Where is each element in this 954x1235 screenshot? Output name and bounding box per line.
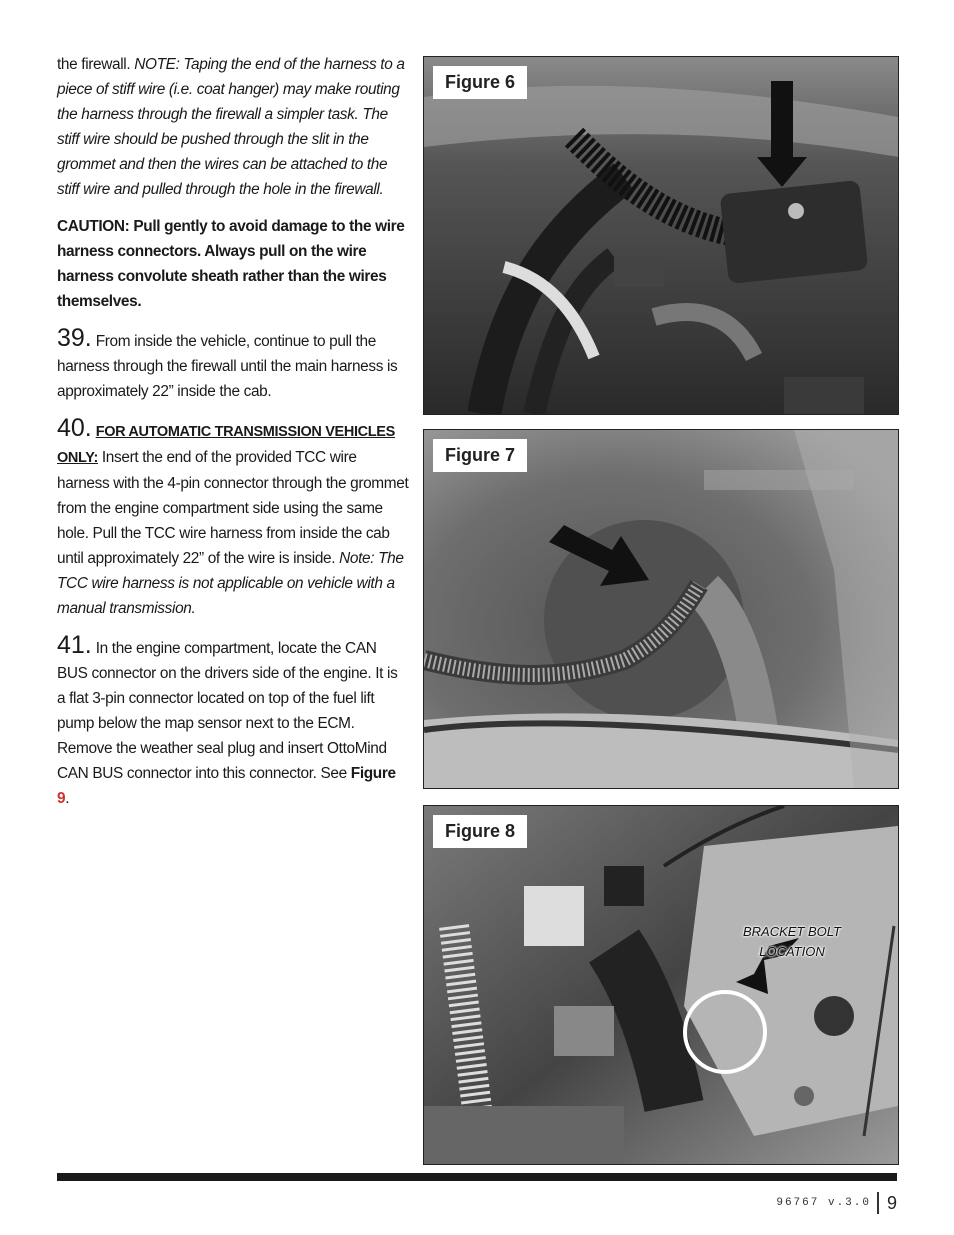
figure-7 <box>423 429 899 789</box>
bracket-bolt-annotation: BRACKET BOLT LOCATION <box>742 924 841 959</box>
caution-paragraph: CAUTION: Pull gently to avoid damage to the wire harness connectors. Always pull on the wire harness convolute sheath rather than the wires themselves. <box>57 218 405 310</box>
bracket-bolt-photo <box>424 806 898 1164</box>
page-number: 9 <box>886 1192 897 1213</box>
engine-harness-photo <box>424 57 898 414</box>
figure-6 <box>423 56 899 415</box>
page-footer <box>776 1192 897 1214</box>
figure-label: Figure 8 <box>433 815 527 848</box>
step-40: 40. FOR AUTOMATIC TRANSMISSION VEHICLES ONLY: Insert the end of the provided TCC wire harness with the 4-pin connector through the grommet from the engine compartment side using the same hole. Pull the TCC wire harness from inside the cab until approximately 22” of the wire is inside. Note: The TCC wire harness is not applicable on vehicle with a manual transmission. <box>57 414 409 617</box>
figure-8 <box>423 805 899 1165</box>
step-39: 39. From inside the vehicle, continue to pull the harness through the firewall until the main harness is approximately 22” inside the cab. <box>57 324 398 400</box>
step-number: 41. <box>57 631 92 659</box>
intro-note: NOTE: Taping the end of the harness to a piece of stiff wire (i.e. coat hanger) may make routing the harness through the firewall a simpler task. The stiff wire should be pushed through the slit in the grommet and then the wires can be attached to the stiff wire and pulled through the hole in the firewall. <box>57 56 405 198</box>
text-column <box>57 52 409 823</box>
step-41: 41. In the engine compartment, locate the CAN BUS connector on the drivers side of the engine. It is a flat 3-pin connector located on top of the fuel lift pump below the map sensor next to the ECM. Remove the weather seal plug and insert OttoMind CAN BUS connector into this connector. See Figure 9. <box>57 631 398 807</box>
figure-label: Figure 7 <box>433 439 527 472</box>
figure-reference: 9 <box>57 790 66 807</box>
step-heading: FOR AUTOMATIC TRANSMISSION VEHICLES ONLY: <box>57 424 395 466</box>
intro-paragraph: the firewall. NOTE: Taping the end of the harness to a piece of stiff wire (i.e. coat hanger) may make routing the harness through the firewall a simpler task. The stiff wire should be pushed through the slit in the grommet and then the wires can be attached to the stiff wire and pulled through the hole in the firewall. <box>57 56 405 198</box>
document-code: 96767 v.3.0 <box>776 1197 871 1209</box>
step-note: Note: The TCC wire harness is not applicable on vehicle with a manual transmission. <box>57 550 404 617</box>
figure-label: Figure 6 <box>433 66 527 99</box>
footer-divider <box>877 1192 879 1214</box>
step-number: 40. <box>57 414 92 442</box>
step-number: 39. <box>57 324 92 352</box>
footer-rule <box>57 1173 897 1181</box>
firewall-grommet-photo <box>424 430 898 788</box>
